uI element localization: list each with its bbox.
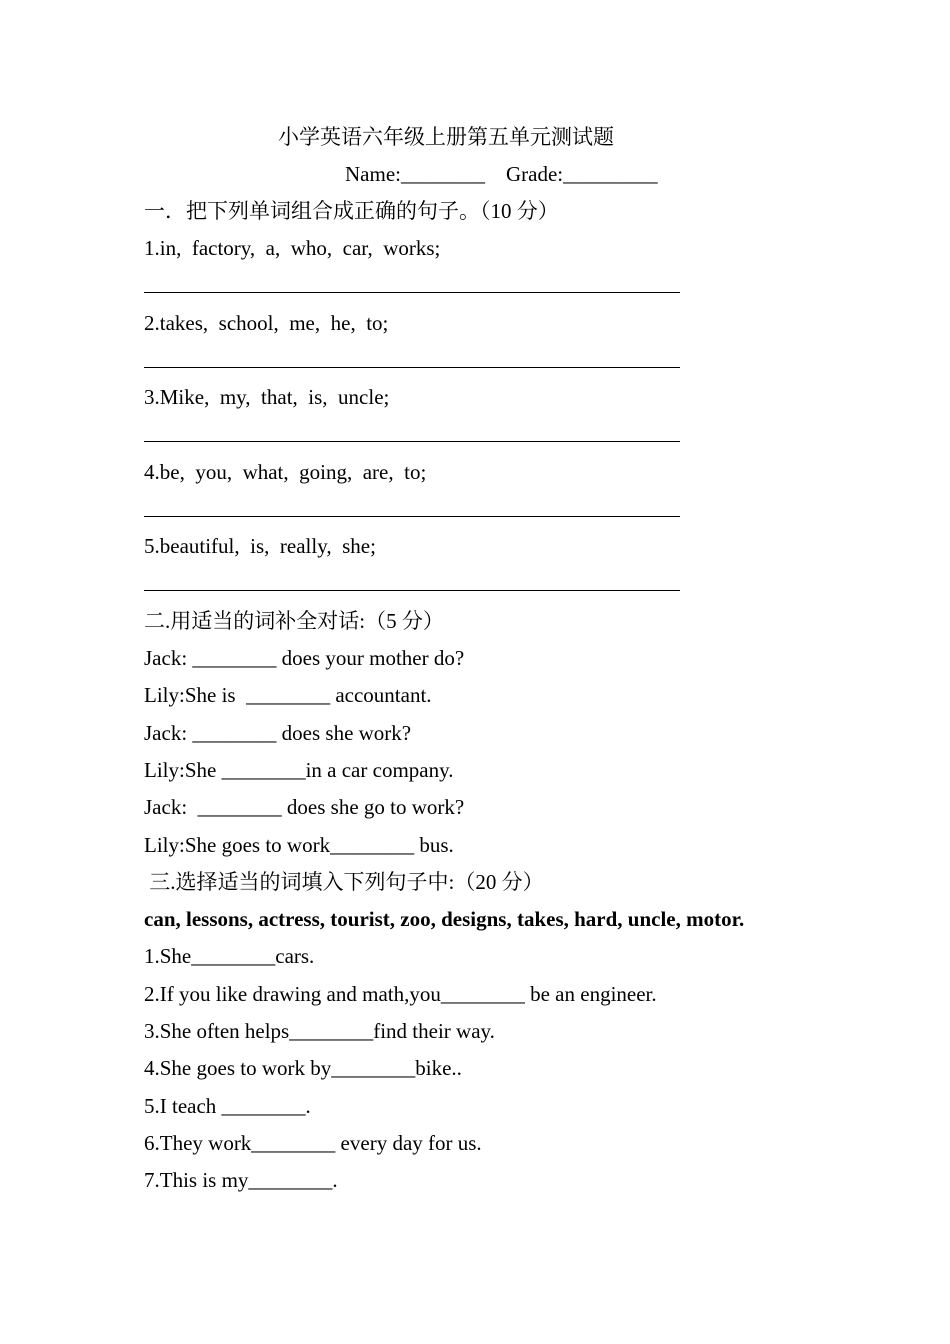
dialogue-line: Lily:She ________in a car company. (144, 758, 454, 782)
dialogue-line: Jack: ________ does your mother do? (144, 646, 465, 670)
section1-item-2: 2.takes, school, me, he, to; (144, 311, 389, 335)
section1-item-1: 1.in, factory, a, who, car, works; (144, 236, 441, 260)
section1-item-4: 4.be, you, what, going, are, to; (144, 460, 427, 484)
dialogue-line: Lily:She goes to work________ bus. (144, 833, 454, 857)
answer-line-3 (144, 441, 680, 442)
section3-heading: 三.选择适当的词填入下列句子中:（20 分） (144, 870, 544, 894)
section1-item-3: 3.Mike, my, that, is, uncle; (144, 385, 390, 409)
section3-item: 3.She often helps________find their way. (144, 1019, 495, 1043)
dialogue-line: Jack: ________ does she go to work? (144, 795, 465, 819)
section1-item-5: 5.beautiful, is, really, she; (144, 534, 376, 558)
section3-item: 7.This is my________. (144, 1168, 338, 1192)
section1-heading: 一．把下列单词组合成正确的句子。（10 分） (144, 199, 559, 223)
section3-item: 1.She________cars. (144, 944, 315, 968)
section2-heading: 二.用适当的词补全对话:（5 分） (144, 609, 444, 633)
section3-item: 2.If you like drawing and math,you________ be an engineer. (144, 982, 657, 1006)
section3-item: 4.She goes to work by________bike.. (144, 1056, 462, 1080)
section3-item: 6.They work________ every day for us. (144, 1131, 482, 1155)
name-grade-line: Name:________ Grade:_________ (345, 162, 658, 186)
page-title: 小学英语六年级上册第五单元测试题 (278, 125, 614, 149)
answer-line-4 (144, 516, 680, 517)
answer-line-5 (144, 590, 680, 591)
answer-line-1 (144, 292, 680, 293)
section3-item: 5.I teach ________. (144, 1094, 311, 1118)
dialogue-line: Jack: ________ does she work? (144, 721, 412, 745)
word-bank: can, lessons, actress, tourist, zoo, designs, takes, hard, uncle, motor. (144, 907, 745, 931)
dialogue-line: Lily:She is ________ accountant. (144, 683, 432, 707)
answer-line-2 (144, 367, 680, 368)
